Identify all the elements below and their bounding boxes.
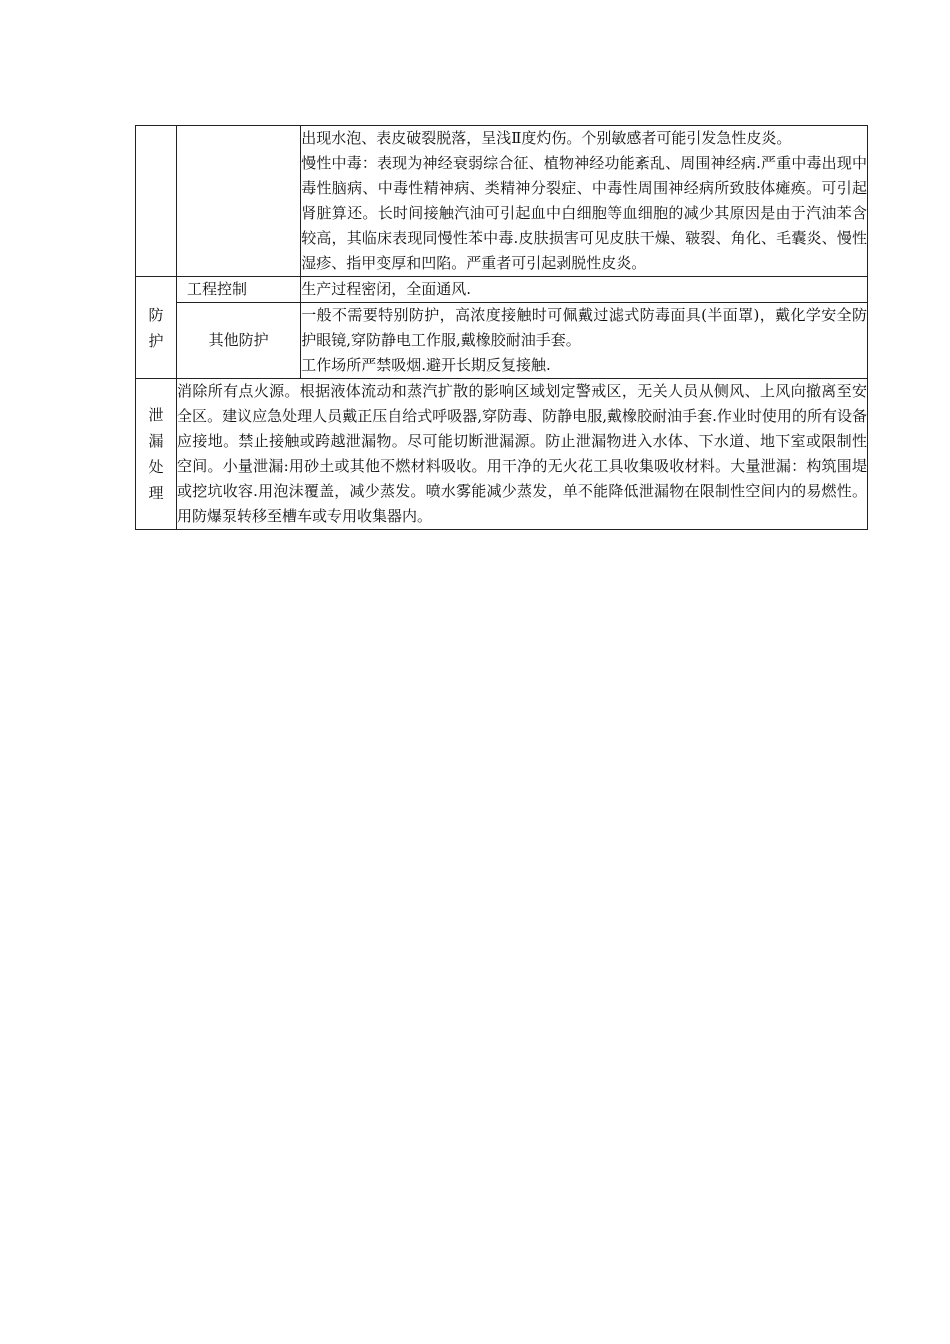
engineering-control-label: 工程控制 xyxy=(177,277,301,303)
other-protection-text-cell xyxy=(301,303,868,379)
leak-handling-text: 消除所有点火源。根据液体流动和蒸汽扩散的影响区域划定警戒区，无关人员从侧风、上风向撤离至安全区。建议应急处理人员戴正压自给式呼吸器,穿防毒、防静电服,戴橡胶耐油手套.作业时使用的所有设备应接地。禁止接触或跨越泄漏物。尽可能切断泄漏源。防止泄漏物进入水体、下水道、地下室或限制性空间。小量泄漏:用砂土或其他不燃材料吸收。用干净的无火花工具收集吸收材料。大量泄漏：构筑围堤或挖坑收容.用泡沫覆盖，减少蒸发。喷水雾能减少蒸发，单不能降低泄漏物在限制性空间内的易燃性。用防爆泵转移至槽车或专用收集器内。 xyxy=(177,379,868,530)
health-hazard-continued-row xyxy=(136,126,868,277)
ppe-paragraph: 一般不需要特别防护，高浓度接触时可佩戴过滤式防毒面具(半面罩)，戴化学安全防护眼镜,穿防静电工作服,戴橡胶耐油手套。 xyxy=(301,306,867,349)
leak-label-char: 泄 xyxy=(148,406,164,424)
leak-handling-row xyxy=(136,379,868,530)
sub-label-empty-cell xyxy=(177,126,301,277)
protection-label-char: 护 xyxy=(148,331,164,350)
leak-section-label xyxy=(136,379,177,530)
protection-section-label xyxy=(136,277,177,379)
leak-label-char: 漏 xyxy=(148,432,164,450)
msds-table xyxy=(135,125,868,530)
workplace-rule-paragraph: 工作场所严禁吸烟.避开长期反复接触. xyxy=(301,356,551,374)
acute-skin-paragraph: 出现水泡、表皮破裂脱落，呈浅Ⅱ度灼伤。个别敏感者可能引发急性皮炎。 xyxy=(301,129,792,147)
protection-label-char: 防 xyxy=(148,305,164,324)
protection-engineering-row xyxy=(136,277,868,303)
section-label-empty-cell xyxy=(136,126,177,277)
leak-label-char: 处 xyxy=(148,458,164,476)
chronic-poisoning-paragraph: 慢性中毒：表现为神经衰弱综合征、植物神经功能紊乱、周围神经病.严重中毒出现中毒性脑病、中毒性精神病、类精神分裂症、中毒性周围神经病所致肢体瘫痪。可引起肾脏算还。长时间接触汽油可引起血中白细胞等血细胞的减少其原因是由于汽油苯含较高，其临床表现同慢性苯中毒.皮肤损害可见皮肤干燥、皲裂、角化、毛囊炎、慢性湿疹、指甲变厚和凹陷。严重者可引起剥脱性皮炎。 xyxy=(301,154,867,272)
engineering-control-text: 生产过程密闭，全面通风. xyxy=(301,277,868,303)
protection-other-row xyxy=(136,303,868,379)
leak-label-char: 理 xyxy=(148,484,164,502)
health-hazard-text-cell xyxy=(301,126,868,277)
other-protection-label: 其他防护 xyxy=(177,303,301,379)
